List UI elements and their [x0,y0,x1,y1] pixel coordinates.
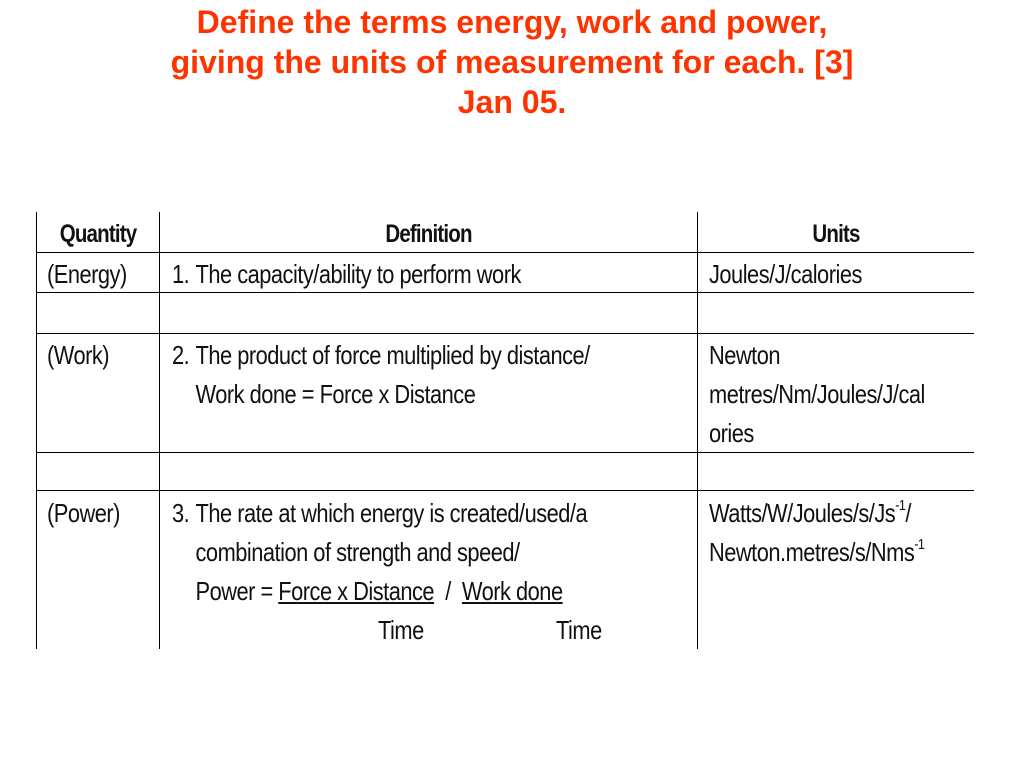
definition-work [172,336,590,414]
definition-line: The product of force multiplied by distance/ [195,340,590,370]
formula-numerator-force-distance: Force x Distance [278,576,435,606]
units-work [709,336,925,453]
title-line-3: Jan 05. [457,84,567,120]
definition-power [172,494,587,611]
definition-energy [172,255,521,294]
title-line-1: Define the terms energy, work and power, [196,4,828,40]
units-line: Newton [709,340,781,370]
definitions-table [36,212,974,649]
units-line: ories [709,418,754,448]
quantity-energy: (Energy) [47,259,127,289]
quantity-work: (Work) [47,340,110,370]
row-divider [37,252,974,253]
title-line-2: giving the units of measurement for each. [3] [170,44,854,80]
units-superscript: -1 [895,497,906,514]
header-units: Units [812,220,860,248]
units-line-tail: / [905,498,911,528]
slide-title [40,2,984,122]
formula-denominator-1: Time [378,615,424,645]
definition-number: 1. [172,259,190,289]
formula-numerator-work-done: Work done [461,576,563,606]
units-line: metres/Nm/Joules/J/cal [709,379,925,409]
quantity-power: (Power) [47,498,120,528]
units-superscript: -1 [914,536,925,553]
units-line: Newton.metres/s/Nms [709,537,915,567]
definition-line: The rate at which energy is created/used/a [195,498,588,528]
header-definition: Definition [385,220,472,248]
column-divider [697,212,698,649]
header-quantity: Quantity [59,220,137,248]
formula-denominator-2: Time [556,615,602,645]
definition-number: 3. [172,498,190,528]
definition-number: 2. [172,340,190,370]
formula-separator: / [445,576,451,606]
row-divider [37,333,974,334]
units-power [709,494,924,572]
row-divider [37,490,974,491]
definition-line: combination of strength and speed/ [195,537,520,567]
definition-line: The capacity/ability to perform work [195,259,521,289]
definition-line: Work done = Force x Distance [195,379,476,409]
units-line: Watts/W/Joules/s/Js [709,498,896,528]
units-energy: Joules/J/calories [709,259,862,289]
column-divider [159,212,160,649]
formula-prefix: Power = [195,576,279,606]
